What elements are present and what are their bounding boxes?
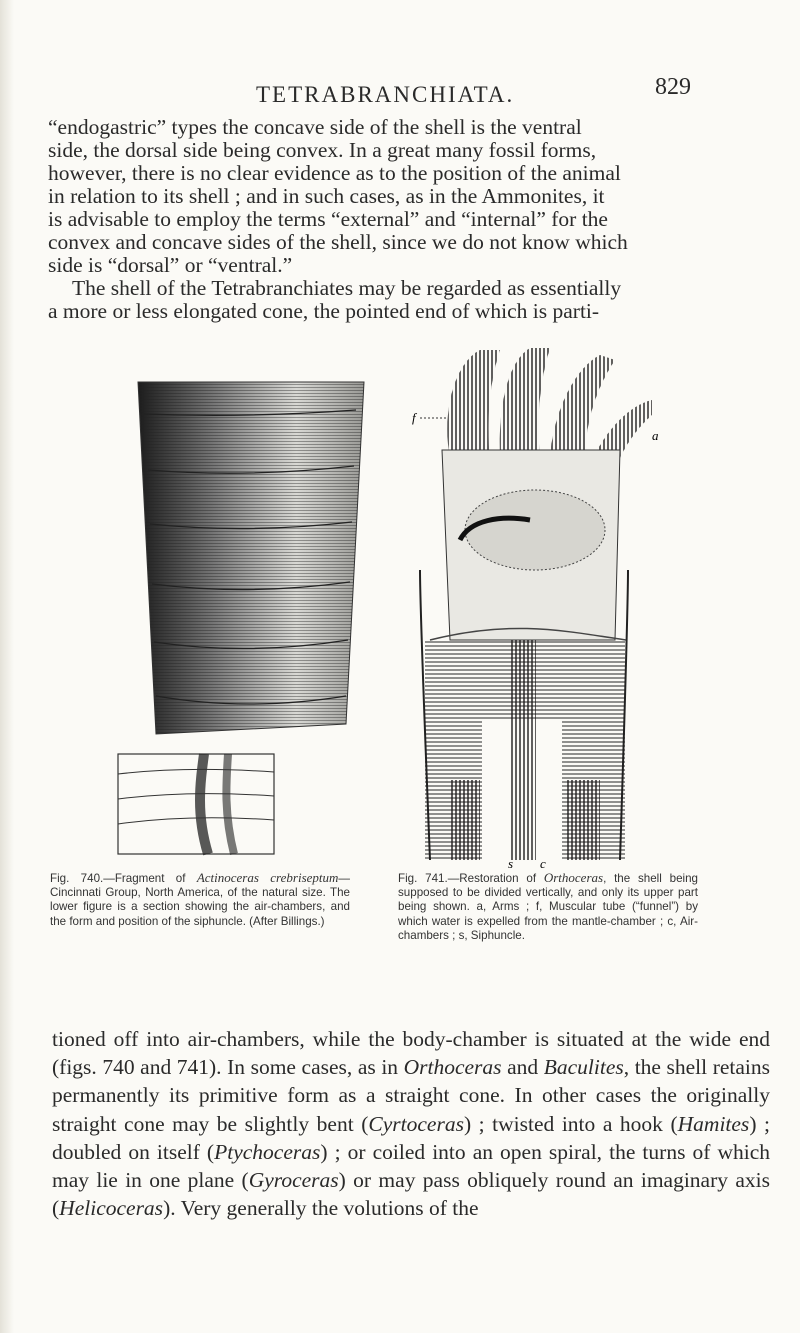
- running-head: TETRABRANCHIATA.: [256, 82, 515, 107]
- caption-text: Fig. 741.—Restoration of: [398, 872, 544, 885]
- genus-name: Baculites: [543, 1055, 624, 1080]
- genus-name: Hamites: [677, 1111, 750, 1136]
- body-text: tioned off into air-chambers, while the body-chamber is situated at the wide end (figs. 740 and 741). In some cases, as in: [52, 1027, 770, 1080]
- bottom-paragraph: [52, 1025, 770, 1222]
- text-line: convex and concave sides of the shell, since we do not know which: [48, 230, 628, 254]
- body-text: , the shell retains permanently its primitive form as a straight cone. In other cases the originally straight cone may be slightly bent (: [52, 1055, 771, 1136]
- orthoceras-restoration-illustration: [390, 340, 660, 870]
- actinoceras-fragment-illustration: [108, 374, 368, 859]
- label-f: f: [412, 410, 416, 425]
- caption-text: Fig. 740.—Fragment of: [50, 872, 197, 885]
- caption-taxon: Orthoceras: [543, 870, 604, 885]
- figure-740-caption: [50, 871, 350, 929]
- genus-name: Cyrtoceras: [368, 1111, 464, 1136]
- text-line: in relation to its shell ; and in such cases, as in the Ammonites, it: [48, 184, 605, 208]
- text-line: side is “dorsal” or “ventral.”: [48, 253, 293, 277]
- body-text: and: [501, 1055, 544, 1080]
- page-number: 829: [655, 74, 691, 100]
- text-line: however, there is no clear evidence as to the position of the animal: [48, 161, 621, 185]
- label-c: c: [540, 856, 546, 870]
- genus-name: Gyroceras: [248, 1168, 339, 1193]
- label-a: a: [652, 428, 659, 443]
- caption-taxon: crebriseptum: [270, 870, 339, 885]
- page-edge-shadow: [0, 0, 14, 1333]
- caption-text: , the shell being supposed to be divided vertically, and only its upper part being shown. a, Arms ; f, Muscular tube (“funnel”) by which water is expelled from the mantle-chamber ; c, Air-chambers ; s, Siphuncle.: [398, 872, 699, 942]
- body-text: ). Very generally the volutions of the: [163, 1196, 479, 1221]
- body-text: ) ; doubled on itself (: [52, 1111, 770, 1164]
- text-line: “endogastric” types the concave side of the shell is the ventral: [48, 115, 582, 139]
- text-line: side, the dorsal side being convex. In a great many fossil forms,: [48, 138, 597, 162]
- figure-741-caption: [398, 871, 698, 943]
- text-line: a more or less elongated cone, the pointed end of which is parti-: [48, 299, 600, 323]
- text-line: The shell of the Tetrabranchiates may be regarded as essentially: [72, 276, 622, 300]
- top-paragraph: [48, 116, 764, 323]
- page-header: [0, 72, 800, 112]
- label-s: s: [508, 856, 514, 870]
- genus-name: Helicoceras: [59, 1196, 164, 1221]
- genus-name: Orthoceras: [403, 1055, 502, 1080]
- section-view: [118, 754, 274, 854]
- caption-text: —Cincinnati Group, North America, of the natural size. The lower figure is a section showing the air-chambers, and the form and position of the siphuncle. (After Billings.): [50, 872, 350, 928]
- body-text: ) ; twisted into a hook (: [463, 1111, 678, 1136]
- genus-name: Ptychoceras: [214, 1139, 321, 1164]
- text-line: is advisable to employ the terms “external” and “internal” for the: [48, 207, 608, 231]
- body-text: ) or may pass obliquely round an imaginary axis (: [52, 1168, 770, 1221]
- caption-taxon: Actinoceras: [196, 870, 259, 885]
- body-text: ) ; or coiled into an open spiral, the turns of which may lie in one plane (: [52, 1139, 771, 1193]
